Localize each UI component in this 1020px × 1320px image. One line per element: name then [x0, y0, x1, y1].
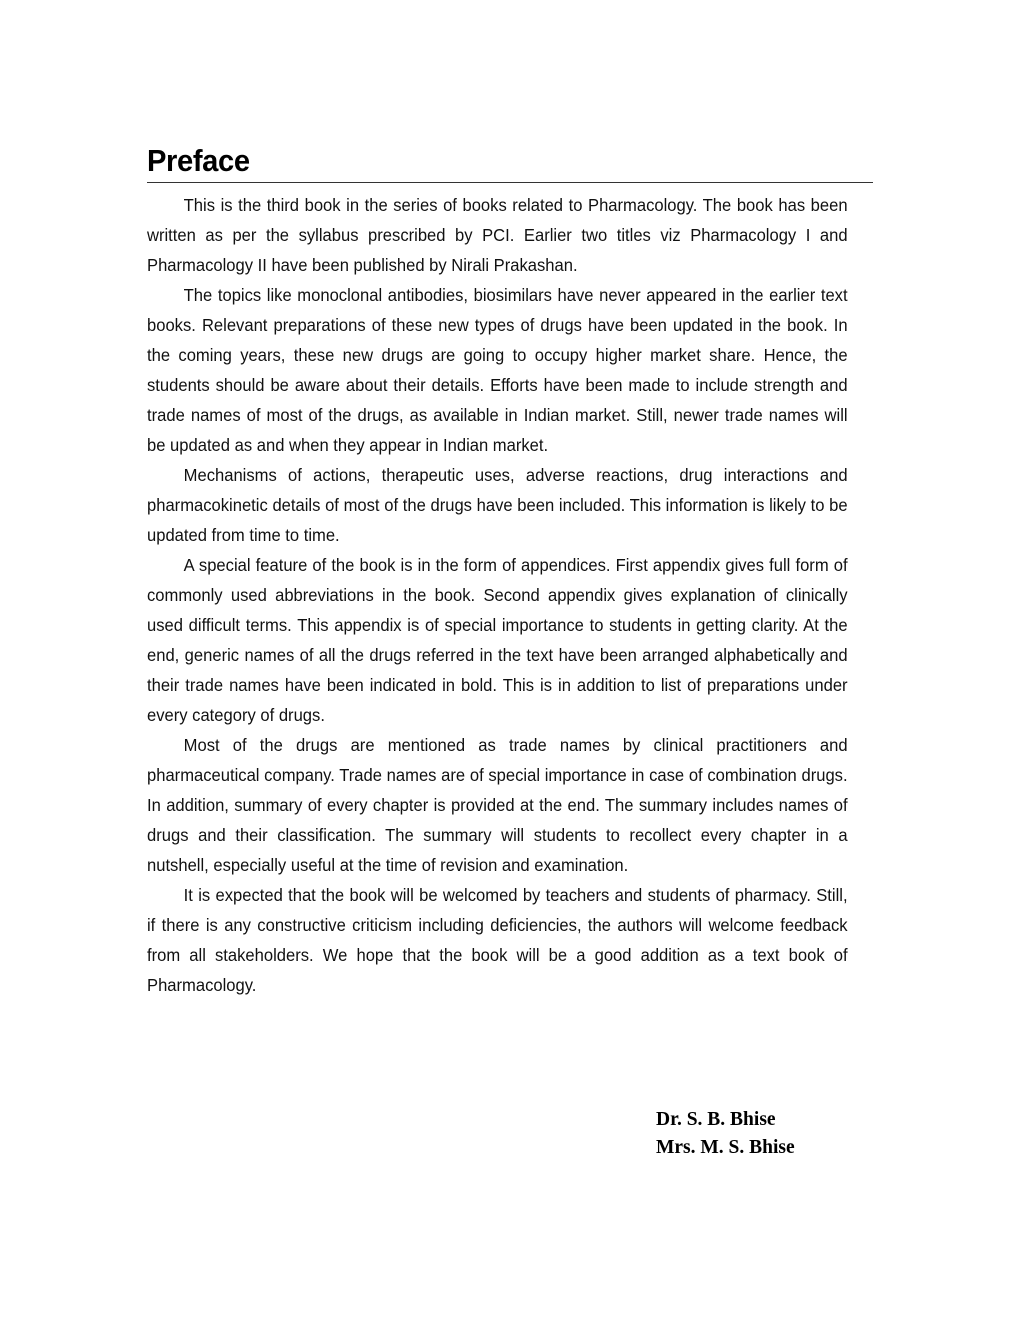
paragraph: The topics like monoclonal antibodies, biosimilars have never appeared in the earlier text books. Relevant preparations of these new types of drugs have been updated in the book. In the coming years, these new drugs are going to occupy higher market share. Hence, the students should be aware about their details. Efforts have been made to include strength and trade names of most of the drugs, as available in Indian market. Still, newer trade names will be updated as and when they appear in Indian market. — [147, 285, 848, 455]
signature-author-primary: Dr. S. B. Bhise — [656, 1109, 776, 1130]
page-title: Preface — [147, 143, 250, 178]
paragraph: Mechanisms of actions, therapeutic uses, adverse reactions, drug interactions and pharmacokinetic details of most of the drugs have been included. This information is likely to be updated from time to time. — [147, 465, 848, 545]
signature-author-secondary: Mrs. M. S. Bhise — [656, 1136, 795, 1158]
paragraph: This is the third book in the series of books related to Pharmacology. The book has been written as per the syllabus prescribed by PCI. Earlier two titles viz Pharmacology I and Pharmacology II have been published by Nirali Prakashan. — [147, 195, 848, 275]
paragraph: Most of the drugs are mentioned as trade names by clinical practitioners and pharmaceutical company. Trade names are of special importance in case of combination drugs. In addition, summary of every chapter is provided at the end. The summary includes names of drugs and their classification. The summary will students to recollect every chapter in a nutshell, especially useful at the time of revision and examination. — [147, 735, 848, 875]
paragraph: It is expected that the book will be welcomed by teachers and students of pharmacy. Still, if there is any constructive criticism including deficiencies, the authors will welcome feedback from all stakeholders. We hope that the book will be a good addition as a text book of Pharmacology. — [147, 885, 848, 995]
preface-body — [147, 190, 873, 1000]
paragraph: A special feature of the book is in the form of appendices. First appendix gives full form of commonly used abbreviations in the book. Second appendix gives explanation of clinically used difficult terms. This appendix is of special importance to students in getting clarity. At the end, generic names of all the drugs referred in the text have been arranged alphabetically and their trade names have been indicated in bold. This is in addition to list of preparations under every category of drugs. — [147, 555, 848, 725]
signature-block — [656, 1106, 795, 1161]
page-content — [147, 143, 873, 1000]
title-divider — [147, 182, 873, 183]
